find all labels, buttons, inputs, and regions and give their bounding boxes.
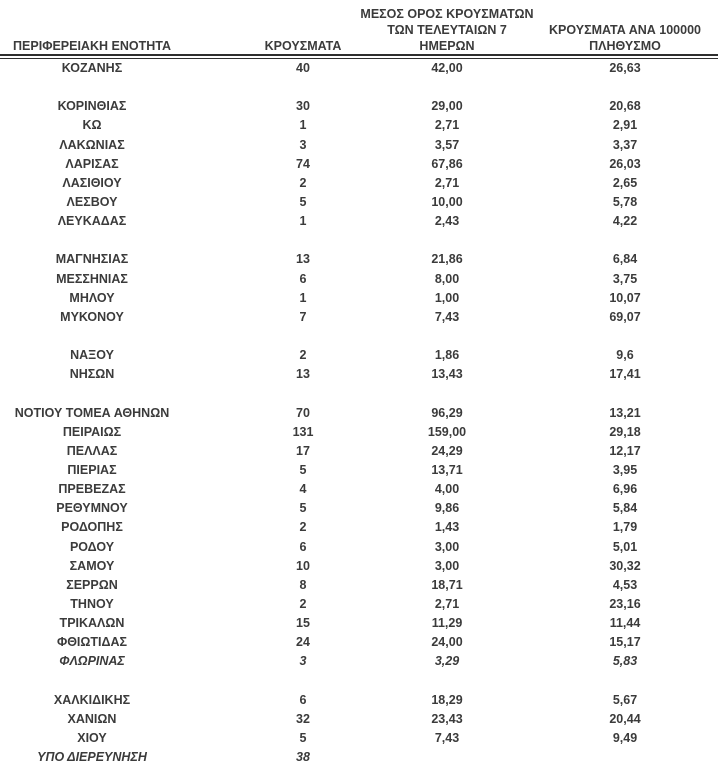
table-row [0,633,720,652]
avg7-cell: 42,00 [431,61,463,75]
region-cell: ΝΟΤΙΟΥ ΤΟΜΕΑ ΑΘΗΝΩΝ [14,405,170,420]
table-row [0,212,720,231]
table-row [0,614,720,633]
avg7-cell: 24,29 [431,443,463,458]
avg7-cell: 29,00 [431,99,463,114]
table-row [0,289,720,308]
table-row [0,461,720,480]
cases-cell: 5 [299,730,307,745]
avg7-cell: 11,29 [431,616,463,631]
cases-cell: 2 [299,520,307,535]
avg7-cell: 1,43 [434,520,460,535]
row-spacer [0,327,720,346]
region-cell: ΛΑΣΙΘΙΟΥ [62,175,122,190]
avg7-cell: 23,43 [431,711,463,726]
avg7-cell: 4,00 [434,482,460,497]
column-header-cases: ΚΡΟΥΣΜΑΤΑ [264,39,342,53]
region-cell: ΚΟΡΙΝΘΙΑΣ [57,99,127,114]
table-row [0,691,720,710]
table-row [0,270,720,289]
per100k-cell: 15,17 [609,635,641,650]
per100k-cell: 6,84 [612,252,638,267]
avg7-cell: 13,71 [431,462,463,477]
avg7-cell: 2,71 [434,118,460,133]
table-row [0,423,720,442]
per100k-cell: 20,44 [609,711,641,726]
table-row [0,308,720,327]
row-spacer [0,384,720,403]
table-row [0,404,720,423]
avg7-cell: 3,57 [434,137,460,152]
cases-cell: 17 [296,443,310,458]
region-cell: ΛΕΥΚΑΔΑΣ [57,214,127,229]
cases-cell: 2 [299,348,307,363]
per100k-cell: 3,75 [612,271,638,286]
per100k-cell: 5,78 [612,194,638,209]
avg7-cell: 18,29 [431,692,463,707]
avg7-cell: 24,00 [431,635,463,650]
table-row [0,499,720,518]
column-header-per100k-line1: ΚΡΟΥΣΜΑΤΑ ΑΝΑ 100000 [549,23,701,37]
cases-cell: 10 [296,558,310,573]
region-cell: ΠΕΛΛΑΣ [66,443,118,458]
per100k-cell: 10,07 [609,290,641,305]
avg7-cell: 2,43 [434,214,460,229]
cases-cell: 5 [299,501,307,516]
avg7-cell: 7,43 [434,730,460,745]
region-cell: ΡΟΔΟΠΗΣ [61,520,123,535]
row-spacer [0,78,720,97]
avg7-cell: 13,43 [431,367,463,382]
table-row [0,518,720,537]
avg7-cell: 3,00 [434,558,460,573]
per100k-cell: 6,96 [612,482,638,497]
per100k-cell: 4,53 [612,577,638,592]
region-cell: ΜΑΓΝΗΣΙΑΣ [55,252,129,267]
avg7-cell: 10,00 [431,194,463,209]
cases-cell: 30 [296,99,310,114]
cases-cell: 40 [296,61,310,75]
table-row [0,365,720,384]
column-header-region: ΠΕΡΙΦΕΡΕΙΑΚΗ ΕΝΟΤΗΤΑ [13,39,171,53]
per100k-cell: 9,6 [616,348,634,363]
cases-cell: 2 [299,175,307,190]
cases-cell: 38 [296,750,310,765]
table-row [0,59,720,78]
table-row [0,729,720,748]
cases-cell: 1 [299,118,307,133]
table-row [0,710,720,729]
per100k-cell: 23,16 [609,596,641,611]
avg7-cell: 1,86 [434,348,460,363]
cases-cell: 6 [299,271,307,286]
avg7-cell: 1,00 [434,290,460,305]
cases-cell: 32 [296,711,310,726]
cases-cell: 3 [299,654,307,669]
table-row [0,557,720,576]
avg7-cell: 67,86 [431,156,463,171]
per100k-cell: 3,95 [612,462,638,477]
region-cell: ΣΑΜΟΥ [69,558,115,573]
region-cell: ΜΕΣΣΗΝΙΑΣ [56,271,128,286]
avg7-cell: 8,00 [434,271,460,286]
avg7-cell: 2,71 [434,596,460,611]
cases-cell: 4 [299,482,307,497]
region-cell: ΧΑΛΚΙΔΙΚΗΣ [53,692,131,707]
table-row [0,576,720,595]
table-row [0,595,720,614]
region-cell: ΚΟΖΑΝΗΣ [61,61,123,75]
row-spacer [0,231,720,250]
region-cell: ΤΡΙΚΑΛΩΝ [59,616,125,631]
row-spacer [0,672,720,691]
per100k-cell: 2,91 [612,118,638,133]
per100k-cell: 5,67 [612,692,638,707]
region-cell: ΜΥΚΟΝΟΥ [60,309,124,324]
table-row [0,174,720,193]
cases-cell: 3 [299,137,307,152]
cases-cell: 74 [296,156,310,171]
cases-cell: 2 [299,596,307,611]
per100k-cell: 29,18 [609,424,641,439]
per100k-cell: 26,03 [609,156,641,171]
per100k-cell: 12,17 [609,443,641,458]
column-header-avg7-line2: ΤΩΝ ΤΕΛΕΥΤΑΙΩΝ 7 [387,23,507,37]
per100k-cell: 1,79 [612,520,638,535]
region-cell: ΠΙΕΡΙΑΣ [67,462,117,477]
region-cell: ΛΑΚΩΝΙΑΣ [59,137,125,152]
avg7-cell: 7,43 [434,309,460,324]
region-cell: ΥΠΟ ΔΙΕΡΕΥΝΗΣΗ [37,750,147,765]
table-row [0,97,720,116]
region-cell: ΜΗΛΟΥ [69,290,115,305]
per100k-cell: 13,21 [609,405,641,420]
cases-cell: 8 [299,577,307,592]
table-row [0,116,720,135]
avg7-cell: 18,71 [431,577,463,592]
cases-cell: 6 [299,692,307,707]
cases-cell: 6 [299,539,307,554]
region-cell: ΦΘΙΩΤΙΔΑΣ [56,635,128,650]
cases-cell: 13 [296,252,310,267]
avg7-cell: 3,00 [434,539,460,554]
per100k-cell: 4,22 [612,214,638,229]
cases-cell: 5 [299,194,307,209]
region-cell: ΡΕΘΥΜΝΟΥ [56,501,128,516]
cases-cell: 131 [292,424,314,439]
cases-cell: 1 [299,290,307,305]
table-row [0,538,720,557]
region-cell: ΦΛΩΡΙΝΑΣ [59,654,125,669]
region-cell: ΛΑΡΙΣΑΣ [65,156,119,171]
per100k-cell: 9,49 [612,730,638,745]
cases-cell: 1 [299,214,307,229]
region-cell: ΝΗΣΩΝ [69,367,115,382]
region-cell: ΧΙΟΥ [77,730,107,745]
avg7-cell: 21,86 [431,252,463,267]
avg7-cell: 9,86 [434,501,460,516]
region-cell: ΧΑΝΙΩΝ [67,711,117,726]
cases-cell: 15 [296,616,310,631]
per100k-cell: 5,83 [612,654,638,669]
table-row [0,748,720,767]
avg7-cell: 2,71 [434,175,460,190]
region-cell: ΠΡΕΒΕΖΑΣ [58,482,126,497]
region-cell: ΛΕΣΒΟΥ [66,194,118,209]
per100k-cell: 26,63 [609,61,641,75]
region-cell: ΣΕΡΡΩΝ [66,577,118,592]
per100k-cell: 5,01 [612,539,638,554]
cases-cell: 5 [299,462,307,477]
per100k-cell: 2,65 [612,175,638,190]
avg7-cell: 96,29 [431,405,463,420]
column-header-avg7-line1: ΜΕΣΟΣ ΟΡΟΣ ΚΡΟΥΣΜΑΤΩΝ [360,7,534,21]
table-row [0,155,720,174]
cases-cell: 7 [299,309,307,324]
per100k-cell: 5,84 [612,501,638,516]
per100k-cell: 30,32 [609,558,641,573]
per100k-cell: 69,07 [609,309,641,324]
avg7-cell: 159,00 [427,424,467,439]
table-row [0,480,720,499]
regional-cases-table-body [0,59,720,767]
column-header-per100k-line2: ΠΛΗΘΥΣΜΟ [589,39,661,53]
column-header-avg7-line3: ΗΜΕΡΩΝ [419,39,475,53]
avg7-cell: 3,29 [434,654,460,669]
table-row [0,652,720,671]
table-row [0,442,720,461]
per100k-cell: 20,68 [609,99,641,114]
table-row [0,136,720,155]
per100k-cell: 11,44 [609,616,641,631]
region-cell: ΝΑΞΟΥ [70,348,114,363]
per100k-cell: 3,37 [612,137,638,152]
cases-cell: 70 [296,405,310,420]
table-row [0,346,720,365]
per100k-cell: 17,41 [609,367,641,382]
table-row [0,193,720,212]
cases-cell: 24 [296,635,310,650]
region-cell: ΚΩ [82,118,102,133]
region-cell: ΤΗΝΟΥ [70,596,114,611]
table-row [0,250,720,269]
region-cell: ΠΕΙΡΑΙΩΣ [62,424,122,439]
region-cell: ΡΟΔΟΥ [69,539,115,554]
cases-cell: 13 [296,367,310,382]
